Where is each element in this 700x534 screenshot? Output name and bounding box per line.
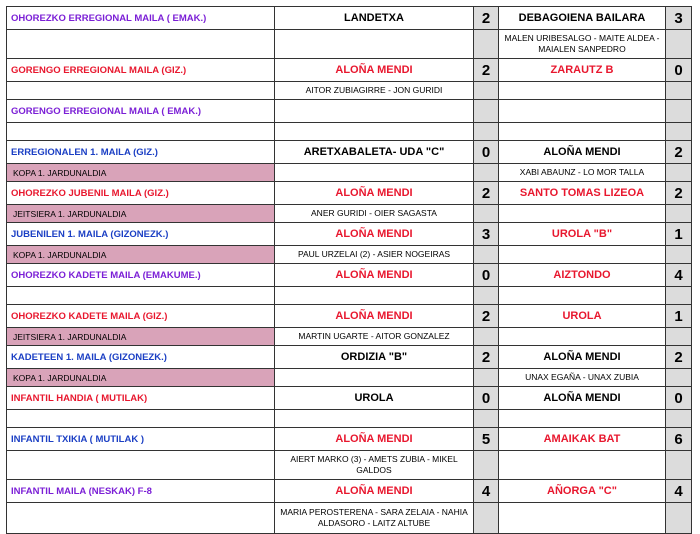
home-score: 5	[474, 428, 499, 451]
away-scorers	[499, 287, 666, 305]
round-note	[7, 287, 275, 305]
score-spacer	[474, 451, 499, 480]
home-score: 2	[474, 305, 499, 328]
home-score	[474, 100, 499, 123]
score-spacer	[666, 451, 692, 480]
away-scorers	[499, 123, 666, 141]
score-spacer	[474, 82, 499, 100]
home-team	[275, 100, 474, 123]
away-team: AMAIKAK BAT	[499, 428, 666, 451]
score-spacer	[666, 123, 692, 141]
away-score: 0	[666, 59, 692, 82]
home-scorers: AIERT MARKO (3) - AMETS ZUBIA - MIKEL GALDOS	[275, 451, 474, 480]
score-spacer	[666, 328, 692, 346]
away-team: DEBAGOIENA BAILARA	[499, 7, 666, 30]
away-team: ALOÑA MENDI	[499, 387, 666, 410]
round-note	[7, 123, 275, 141]
home-score: 2	[474, 182, 499, 205]
scorers-row	[7, 246, 692, 264]
category-label: ERREGIONALEN 1. MAILA (GIZ.)	[7, 141, 275, 164]
home-score: 0	[474, 264, 499, 287]
away-team: SANTO TOMAS LIZEOA	[499, 182, 666, 205]
home-score: 2	[474, 346, 499, 369]
away-score: 1	[666, 223, 692, 246]
scorers-row	[7, 287, 692, 305]
score-spacer	[474, 164, 499, 182]
away-score: 2	[666, 346, 692, 369]
scorers-row	[7, 328, 692, 346]
score-spacer	[474, 287, 499, 305]
match-row	[7, 59, 692, 82]
score-spacer	[666, 82, 692, 100]
home-scorers: ANER GURIDI - OIER SAGASTA	[275, 205, 474, 223]
away-team: AIZTONDO	[499, 264, 666, 287]
home-score: 0	[474, 387, 499, 410]
round-note	[7, 30, 275, 59]
away-scorers: MALEN URIBESALGO - MAITE ALDEA - MAIALEN SANPEDRO	[499, 30, 666, 59]
scorers-row	[7, 30, 692, 59]
score-spacer	[666, 246, 692, 264]
away-team	[499, 100, 666, 123]
category-label: INFANTIL TXIKIA ( MUTILAK )	[7, 428, 275, 451]
category-label: OHOREZKO KADETE MAILA (EMAKUME.)	[7, 264, 275, 287]
home-team: ALOÑA MENDI	[275, 264, 474, 287]
scorers-row	[7, 410, 692, 428]
home-scorers	[275, 410, 474, 428]
score-spacer	[666, 164, 692, 182]
home-scorers: MARTIN UGARTE - AITOR GONZALEZ	[275, 328, 474, 346]
home-score: 0	[474, 141, 499, 164]
round-note: KOPA 1. JARDUNALDIA	[7, 164, 275, 182]
match-row	[7, 223, 692, 246]
home-team: ALOÑA MENDI	[275, 480, 474, 503]
round-note: KOPA 1. JARDUNALDIA	[7, 369, 275, 387]
away-scorers	[499, 503, 666, 534]
score-spacer	[666, 205, 692, 223]
score-spacer	[474, 328, 499, 346]
category-label: INFANTIL MAILA (NESKAK) F-8	[7, 480, 275, 503]
score-spacer	[474, 503, 499, 534]
scorers-row	[7, 205, 692, 223]
category-label: KADETEEN 1. MAILA (GIZONEZK.)	[7, 346, 275, 369]
score-spacer	[474, 369, 499, 387]
away-score: 1	[666, 305, 692, 328]
home-team: ARETXABALETA- UDA "C"	[275, 141, 474, 164]
scorers-row	[7, 369, 692, 387]
match-row	[7, 305, 692, 328]
home-team: LANDETXA	[275, 7, 474, 30]
round-note	[7, 410, 275, 428]
category-label: INFANTIL HANDIA ( MUTILAK)	[7, 387, 275, 410]
results-body	[7, 7, 692, 534]
home-score: 2	[474, 7, 499, 30]
category-label: GORENGO ERREGIONAL MAILA (GIZ.)	[7, 59, 275, 82]
away-team: UROLA "B"	[499, 223, 666, 246]
match-row	[7, 100, 692, 123]
round-note	[7, 451, 275, 480]
away-team: ZARAUTZ B	[499, 59, 666, 82]
home-scorers	[275, 164, 474, 182]
scorers-row	[7, 82, 692, 100]
match-row	[7, 428, 692, 451]
away-score: 4	[666, 480, 692, 503]
away-team: ALOÑA MENDI	[499, 346, 666, 369]
home-team: ORDIZIA "B"	[275, 346, 474, 369]
away-scorers: XABI ABAUNZ - LO MOR TALLA	[499, 164, 666, 182]
away-team: ALOÑA MENDI	[499, 141, 666, 164]
away-scorers	[499, 328, 666, 346]
round-note	[7, 82, 275, 100]
home-scorers	[275, 369, 474, 387]
away-scorers	[499, 246, 666, 264]
away-score	[666, 100, 692, 123]
score-spacer	[666, 287, 692, 305]
home-scorers	[275, 123, 474, 141]
away-score: 3	[666, 7, 692, 30]
score-spacer	[474, 246, 499, 264]
home-score: 4	[474, 480, 499, 503]
away-score: 2	[666, 141, 692, 164]
home-scorers: AITOR ZUBIAGIRRE - JON GURIDI	[275, 82, 474, 100]
away-score: 0	[666, 387, 692, 410]
match-row	[7, 182, 692, 205]
score-spacer	[666, 503, 692, 534]
category-label: OHOREZKO KADETE MAILA (GIZ.)	[7, 305, 275, 328]
home-team: ALOÑA MENDI	[275, 223, 474, 246]
away-team: AÑORGA "C"	[499, 480, 666, 503]
away-score: 6	[666, 428, 692, 451]
home-scorers: MARIA PEROSTERENA - SARA ZELAIA - NAHIA ALDASORO - LAITZ ALTUBE	[275, 503, 474, 534]
score-spacer	[666, 30, 692, 59]
away-scorers	[499, 410, 666, 428]
home-team: UROLA	[275, 387, 474, 410]
scorers-row	[7, 123, 692, 141]
match-row	[7, 264, 692, 287]
away-scorers	[499, 82, 666, 100]
home-scorers: PAUL URZELAI (2) - ASIER NOGEIRAS	[275, 246, 474, 264]
away-score: 4	[666, 264, 692, 287]
home-team: ALOÑA MENDI	[275, 305, 474, 328]
match-row	[7, 141, 692, 164]
match-row	[7, 7, 692, 30]
round-note: KOPA 1. JARDUNALDIA	[7, 246, 275, 264]
away-scorers: UNAX EGAÑA - UNAX ZUBIA	[499, 369, 666, 387]
scorers-row	[7, 451, 692, 480]
home-scorers	[275, 287, 474, 305]
scorers-row	[7, 164, 692, 182]
away-scorers	[499, 205, 666, 223]
score-spacer	[666, 410, 692, 428]
match-row	[7, 480, 692, 503]
score-spacer	[474, 30, 499, 59]
category-label: GORENGO ERREGIONAL MAILA ( EMAK.)	[7, 100, 275, 123]
score-spacer	[666, 369, 692, 387]
home-team: ALOÑA MENDI	[275, 59, 474, 82]
home-score: 3	[474, 223, 499, 246]
round-note: JEITSIERA 1. JARDUNALDIA	[7, 328, 275, 346]
home-team: ALOÑA MENDI	[275, 182, 474, 205]
home-scorers	[275, 30, 474, 59]
score-spacer	[474, 123, 499, 141]
category-label: JUBENILEN 1. MAILA (GIZONEZK.)	[7, 223, 275, 246]
away-score: 2	[666, 182, 692, 205]
score-spacer	[474, 410, 499, 428]
match-row	[7, 387, 692, 410]
match-row	[7, 346, 692, 369]
round-note	[7, 503, 275, 534]
category-label: OHOREZKO ERREGIONAL MAILA ( EMAK.)	[7, 7, 275, 30]
home-score: 2	[474, 59, 499, 82]
round-note: JEITSIERA 1. JARDUNALDIA	[7, 205, 275, 223]
scorers-row	[7, 503, 692, 534]
away-scorers	[499, 451, 666, 480]
score-spacer	[474, 205, 499, 223]
category-label: OHOREZKO JUBENIL MAILA (GIZ.)	[7, 182, 275, 205]
results-table	[6, 6, 692, 534]
away-team: UROLA	[499, 305, 666, 328]
home-team: ALOÑA MENDI	[275, 428, 474, 451]
